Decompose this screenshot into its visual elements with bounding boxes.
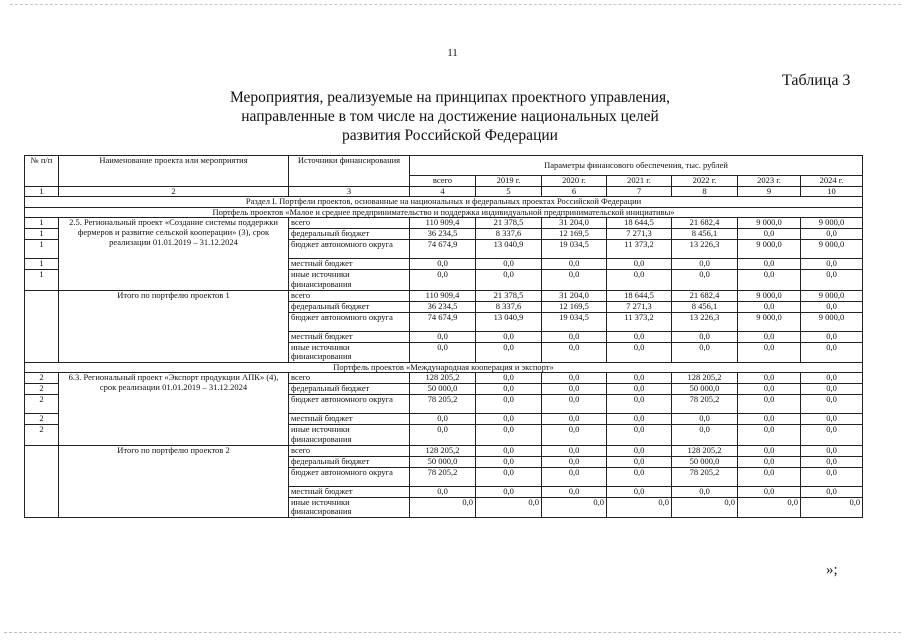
funding-source: иные источники финансирования — [289, 342, 410, 362]
funding-value: 36 234,5 — [410, 301, 476, 312]
funding-value: 0,0 — [607, 384, 672, 395]
table-row — [25, 445, 863, 456]
portfolio-total-label: Итого по портфелю проектов 2 — [59, 445, 289, 517]
funding-value: 0,0 — [542, 467, 607, 486]
funding-value: 21 378,5 — [476, 218, 542, 229]
funding-value: 0,0 — [410, 486, 476, 497]
funding-value: 0,0 — [738, 270, 801, 290]
funding-value: 0,0 — [607, 486, 672, 497]
header-sources: Источники финансирования — [289, 156, 410, 187]
funding-value: 0,0 — [542, 270, 607, 290]
funding-value: 7 271,3 — [607, 301, 672, 312]
funding-value: 0,0 — [801, 270, 863, 290]
row-number: 1 — [25, 270, 59, 290]
funding-value: 0,0 — [738, 229, 801, 240]
funding-value: 0,0 — [738, 301, 801, 312]
funding-value: 18 644,5 — [607, 290, 672, 301]
funding-value: 19 034,5 — [542, 312, 607, 331]
funding-value: 0,0 — [542, 497, 607, 517]
header-year: 2022 г. — [672, 176, 738, 187]
funding-value: 0,0 — [476, 414, 542, 425]
funding-value: 9 000,0 — [801, 218, 863, 229]
funding-value: 0,0 — [410, 331, 476, 342]
column-number: 7 — [607, 186, 672, 197]
table-body — [25, 156, 863, 518]
header-row — [25, 156, 863, 176]
header-year: 2020 г. — [542, 176, 607, 187]
funding-value: 0,0 — [801, 425, 863, 445]
funding-value: 8 456,1 — [672, 301, 738, 312]
funding-value: 0,0 — [738, 384, 801, 395]
funding-value: 0,0 — [801, 301, 863, 312]
funding-value: 0,0 — [476, 342, 542, 362]
header-name: Наименование проекта или мероприятия — [59, 156, 289, 187]
funding-source: местный бюджет — [289, 414, 410, 425]
funding-value: 0,0 — [801, 456, 863, 467]
funding-value: 0,0 — [607, 259, 672, 270]
funding-value: 0,0 — [672, 270, 738, 290]
funding-value: 0,0 — [672, 342, 738, 362]
funding-value: 0,0 — [738, 456, 801, 467]
funding-value: 0,0 — [476, 384, 542, 395]
funding-source: бюджет автономного округа — [289, 240, 410, 259]
title-line-3: развития Российской Федерации — [342, 127, 558, 144]
funding-value: 11 373,2 — [607, 240, 672, 259]
header-params: Параметры финансового обеспечения, тыс. рублей — [410, 156, 863, 176]
column-numbers-row — [25, 186, 863, 197]
funding-value: 0,0 — [738, 414, 801, 425]
funding-value: 0,0 — [542, 456, 607, 467]
document-title — [200, 88, 700, 145]
funding-value: 0,0 — [542, 373, 607, 384]
funding-value: 0,0 — [801, 259, 863, 270]
row-number: 1 — [25, 229, 59, 240]
funding-value: 9 000,0 — [738, 218, 801, 229]
funding-value: 31 204,0 — [542, 218, 607, 229]
header-year: 2021 г. — [607, 176, 672, 187]
funding-value: 0,0 — [542, 414, 607, 425]
funding-value: 9 000,0 — [801, 312, 863, 331]
funding-source: всего — [289, 218, 410, 229]
funding-value: 0,0 — [476, 467, 542, 486]
funding-value: 0,0 — [542, 259, 607, 270]
project-name: 2.5. Региональный проект «Создание системы поддержки фермеров и развитие сельской кооперации» (3), срок реализации 01.01.2019 – 31.12.2024 — [59, 218, 289, 290]
funding-value: 0,0 — [476, 497, 542, 517]
funding-value: 0,0 — [476, 373, 542, 384]
table-row — [25, 218, 863, 229]
funding-value: 8 337,6 — [476, 301, 542, 312]
row-number: 1 — [25, 218, 59, 229]
funding-value: 0,0 — [607, 270, 672, 290]
funding-source: всего — [289, 290, 410, 301]
funding-source: федеральный бюджет — [289, 456, 410, 467]
top-dashed-line — [10, 4, 901, 5]
funding-value: 7 271,3 — [607, 229, 672, 240]
funding-value: 0,0 — [476, 270, 542, 290]
funding-value: 0,0 — [801, 331, 863, 342]
funding-value: 9 000,0 — [801, 240, 863, 259]
funding-value: 13 040,9 — [476, 312, 542, 331]
funding-value: 0,0 — [801, 395, 863, 414]
funding-value: 0,0 — [410, 497, 476, 517]
funding-value: 110 909,4 — [410, 218, 476, 229]
header-year: 2019 г. — [476, 176, 542, 187]
funding-value: 21 682,4 — [672, 290, 738, 301]
closing-mark: »; — [826, 562, 838, 578]
portfolio-title: Портфель проектов «Международная кооперация и экспорт» — [25, 362, 863, 373]
column-number: 6 — [542, 186, 607, 197]
page-number: 11 — [447, 47, 458, 59]
column-number: 4 — [410, 186, 476, 197]
funding-source: федеральный бюджет — [289, 301, 410, 312]
funding-value: 0,0 — [801, 342, 863, 362]
funding-value: 128 205,2 — [410, 445, 476, 456]
funding-value: 0,0 — [542, 445, 607, 456]
funding-value: 0,0 — [607, 373, 672, 384]
funding-source: бюджет автономного округа — [289, 467, 410, 486]
row-number: 1 — [25, 259, 59, 270]
funding-value: 74 674,9 — [410, 312, 476, 331]
title-line-2: направленные в том числе на достижение национальных целей — [241, 108, 659, 125]
funding-value: 0,0 — [801, 384, 863, 395]
funding-value: 50 000,0 — [410, 384, 476, 395]
funding-value: 0,0 — [607, 342, 672, 362]
funding-value: 18 644,5 — [607, 218, 672, 229]
funding-value: 0,0 — [672, 259, 738, 270]
funding-value: 0,0 — [476, 445, 542, 456]
funding-source: бюджет автономного округа — [289, 312, 410, 331]
portfolio-title-row — [25, 362, 863, 373]
funding-source: иные источники финансирования — [289, 497, 410, 517]
funding-value: 0,0 — [672, 331, 738, 342]
funding-value: 128 205,2 — [672, 373, 738, 384]
table-row — [25, 373, 863, 384]
funding-value: 0,0 — [542, 331, 607, 342]
funding-value: 0,0 — [738, 373, 801, 384]
funding-value: 50 000,0 — [672, 384, 738, 395]
column-number: 5 — [476, 186, 542, 197]
funding-value: 0,0 — [738, 425, 801, 445]
funding-source: иные источники финансирования — [289, 425, 410, 445]
column-number: 2 — [59, 186, 289, 197]
project-name: 6.3. Региональный проект «Экспорт продукции АПК» (4), срок реализации 01.01.2019 – 31.12.2024 — [59, 373, 289, 445]
section-title: Раздел I. Портфели проектов, основанные на национальных и федеральных проектах Российской Федерации — [25, 197, 863, 208]
funding-value: 0,0 — [801, 497, 863, 517]
funding-value: 0,0 — [738, 486, 801, 497]
portfolio-title-row — [25, 207, 863, 218]
funding-value: 0,0 — [607, 467, 672, 486]
funding-value: 9 000,0 — [801, 290, 863, 301]
funding-value: 0,0 — [607, 395, 672, 414]
funding-value: 110 909,4 — [410, 290, 476, 301]
funding-value: 0,0 — [607, 497, 672, 517]
funding-value: 0,0 — [801, 229, 863, 240]
funding-value: 12 169,5 — [542, 301, 607, 312]
funding-value: 0,0 — [738, 331, 801, 342]
funding-value: 0,0 — [738, 342, 801, 362]
funding-value: 36 234,5 — [410, 229, 476, 240]
funding-value: 0,0 — [410, 259, 476, 270]
funding-value: 50 000,0 — [410, 456, 476, 467]
funding-value: 0,0 — [738, 497, 801, 517]
funding-value: 0,0 — [542, 486, 607, 497]
financing-table — [24, 155, 863, 518]
row-number-empty — [25, 445, 59, 517]
funding-source: местный бюджет — [289, 486, 410, 497]
column-number: 9 — [738, 186, 801, 197]
funding-value: 0,0 — [410, 425, 476, 445]
funding-value: 11 373,2 — [607, 312, 672, 331]
funding-value: 0,0 — [476, 331, 542, 342]
header-no: № п/п — [25, 156, 59, 187]
funding-value: 0,0 — [607, 331, 672, 342]
column-number: 10 — [801, 186, 863, 197]
column-number: 8 — [672, 186, 738, 197]
funding-value: 0,0 — [542, 342, 607, 362]
funding-value: 0,0 — [672, 486, 738, 497]
funding-value: 0,0 — [801, 467, 863, 486]
row-number: 1 — [25, 240, 59, 259]
funding-value: 9 000,0 — [738, 290, 801, 301]
funding-value: 9 000,0 — [738, 240, 801, 259]
column-number: 3 — [289, 186, 410, 197]
column-number: 1 — [25, 186, 59, 197]
funding-value: 0,0 — [410, 342, 476, 362]
row-number: 2 — [25, 384, 59, 395]
funding-value: 8 337,6 — [476, 229, 542, 240]
table-row — [25, 290, 863, 301]
funding-value: 0,0 — [801, 486, 863, 497]
funding-value: 0,0 — [672, 414, 738, 425]
title-line-1: Мероприятия, реализуемые на принципах проектного управления, — [229, 89, 671, 106]
funding-value: 8 456,1 — [672, 229, 738, 240]
funding-value: 0,0 — [542, 425, 607, 445]
funding-source: всего — [289, 445, 410, 456]
funding-value: 9 000,0 — [738, 312, 801, 331]
funding-value: 0,0 — [476, 395, 542, 414]
section-row — [25, 197, 863, 208]
funding-value: 0,0 — [672, 497, 738, 517]
funding-value: 0,0 — [410, 270, 476, 290]
funding-value: 128 205,2 — [672, 445, 738, 456]
funding-value: 0,0 — [476, 486, 542, 497]
funding-value: 128 205,2 — [410, 373, 476, 384]
funding-value: 78 205,2 — [410, 467, 476, 486]
header-year: всего — [410, 176, 476, 187]
funding-value: 0,0 — [801, 414, 863, 425]
funding-value: 19 034,5 — [542, 240, 607, 259]
funding-value: 0,0 — [410, 414, 476, 425]
funding-value: 0,0 — [607, 445, 672, 456]
funding-value: 0,0 — [607, 425, 672, 445]
funding-value: 0,0 — [672, 425, 738, 445]
funding-value: 0,0 — [476, 456, 542, 467]
funding-value: 13 226,3 — [672, 240, 738, 259]
funding-value: 31 204,0 — [542, 290, 607, 301]
funding-value: 0,0 — [542, 395, 607, 414]
header-year: 2023 г. — [738, 176, 801, 187]
funding-value: 0,0 — [607, 414, 672, 425]
row-number: 2 — [25, 414, 59, 425]
funding-value: 21 378,5 — [476, 290, 542, 301]
funding-value: 13 040,9 — [476, 240, 542, 259]
funding-value: 12 169,5 — [542, 229, 607, 240]
funding-source: федеральный бюджет — [289, 229, 410, 240]
funding-value: 0,0 — [476, 259, 542, 270]
funding-value: 0,0 — [542, 384, 607, 395]
funding-value: 0,0 — [801, 445, 863, 456]
funding-source: иные источники финансирования — [289, 270, 410, 290]
funding-value: 0,0 — [738, 259, 801, 270]
row-number-empty — [25, 290, 59, 362]
funding-value: 0,0 — [476, 425, 542, 445]
funding-source: федеральный бюджет — [289, 384, 410, 395]
funding-source: местный бюджет — [289, 259, 410, 270]
funding-value: 78 205,2 — [672, 467, 738, 486]
funding-source: местный бюджет — [289, 331, 410, 342]
funding-value: 0,0 — [738, 467, 801, 486]
funding-value: 0,0 — [738, 395, 801, 414]
funding-value: 0,0 — [738, 445, 801, 456]
portfolio-title: Портфель проектов «Малое и среднее предпринимательство и поддержка индивидуальной предпринимательской инициативы» — [25, 207, 863, 218]
funding-source: бюджет автономного округа — [289, 395, 410, 414]
header-year: 2024 г. — [801, 176, 863, 187]
table-label: Таблица 3 — [782, 72, 851, 89]
funding-value: 78 205,2 — [410, 395, 476, 414]
funding-value: 78 205,2 — [672, 395, 738, 414]
funding-source: всего — [289, 373, 410, 384]
funding-value: 0,0 — [801, 373, 863, 384]
funding-value: 13 226,3 — [672, 312, 738, 331]
row-number: 2 — [25, 373, 59, 384]
funding-value: 50 000,0 — [672, 456, 738, 467]
funding-value: 0,0 — [607, 456, 672, 467]
row-number: 2 — [25, 395, 59, 414]
funding-value: 74 674,9 — [410, 240, 476, 259]
funding-value: 21 682,4 — [672, 218, 738, 229]
portfolio-total-label: Итого по портфелю проектов 1 — [59, 290, 289, 362]
bottom-dashed-line — [4, 632, 901, 633]
row-number: 2 — [25, 425, 59, 445]
